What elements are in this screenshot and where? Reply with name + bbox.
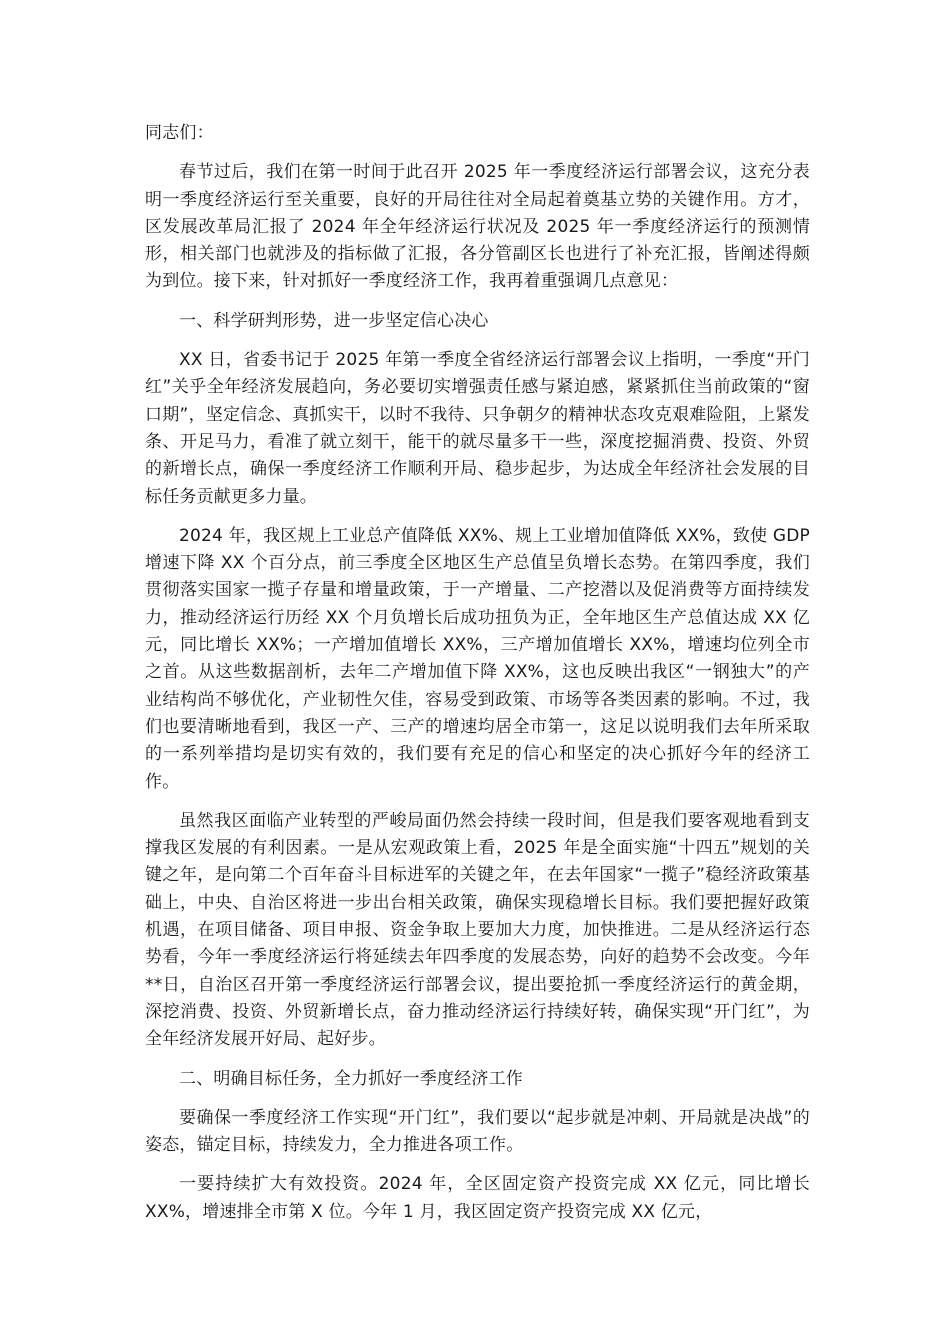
salutation: 同志们：	[145, 123, 214, 143]
paragraph-target-stance: 要确保一季度经济工作实现“开门红”，我们要以“起步就是冲刺、开局就是决战”的姿态，锚定目标，持续发力，全力推进各项工作。	[145, 1107, 810, 1156]
paragraph-investment: 一要持续扩大有效投资。2024 年，全区固定资产投资完成 XX 亿元，同比增长 XX%，增速排全市第 X 位。今年 1 月，我区固定资产投资完成 XX 亿元，	[145, 1174, 810, 1222]
paragraph-provincial-directive: XX 日，省委书记于 2025 年第一季度全省经济运行部署会议上指明，一季度“开门红”关乎全年经济发展趋向，务必要切实增强责任感与紧迫感，紧紧抓住当前政策的“窗口期”，坚定信念、真抓实干，以时不我待、只争朝夕的精神状态攻克艰难险阻，上紧发条、开足马力，看准了就立刻干，能干的就尽量多干一些，深度挖掘消费、投资、外贸的新增长点，确保一季度经济工作顺利开局、稳步起步，为达成全年经济社会发展的目标任务贡献更多力量。	[145, 350, 810, 507]
section-heading-2: 二、明确目标任务，全力抓好一季度经济工作	[179, 1068, 523, 1089]
paragraph-favorable-factors: 虽然我区面临产业转型的严峻局面仍然会持续一段时间，但是我们要客观地看到支撑我区发展的有利因素。一是从宏观政策上看，2025 年是全面实施“十四五”规划的关键之年，是向第二个百年奋斗目标进军的关键之年，在去年国家“一揽子”稳经济政策基础上，中央、自治区将进一步出台相关政策，确保实现稳增长目标。我们要把握好政策机遇，在项目储备、项目申报、资金争取上要加大力度，加快推进。二是从经济运行态势看，今年一季度经济运行将延续去年四季度的发展态势，向好的趋势不会改变。今年**日，自治区召开第一季度经济运行部署会议，提出要抢抓一季度经济运行的黄金期，深挖消费、投资、外贸新增长点，奋力推动经济运行持续好转，确保实现“开门红”，为全年经济发展开好局、起好步。	[145, 810, 810, 1050]
section-heading-1: 一、科学研判形势，进一步坚定信心决心	[179, 310, 489, 331]
paragraph-opening: 春节过后，我们在第一时间于此召开 2025 年一季度经济运行部署会议，这充分表明一季度经济运行至关重要，良好的开局往往对全局起着奠基立势的关键作用。方才，区发展改革局汇报了 2024 年全年经济运行状况及 2025 年一季度经济运行的预测情形，相关部门也就涉及的指标做了汇报，各分管副区长也进行了补充汇报，皆阐述得颇为到位。接下来，针对抓好一季度经济工作，我再着重强调几点意见：	[145, 162, 810, 292]
paragraph-2024-review: 2024 年，我区规上工业总产值降低 XX%、规上工业增加值降低 XX%，致使 GDP 增速下降 XX 个百分点，前三季度全区地区生产总值呈负增长态势。在第四季度，我们贯彻落实国家一揽子存量和增量政策，于一产增量、二产挖潜以及促消费等方面持续发力，推动经济运行历经 XX 个月负增长后成功扭负为正，全年地区生产总值达成 XX 亿元，同比增长 XX%；一产增加值增长 XX%，三产增加值增长 XX%，增速均位列全市之首。从这些数据剖析，去年二产增加值下降 XX%，这也反映出我区“一钢独大”的产业结构尚不够优化，产业韧性欠佳，容易受到政策、市场等各类因素的影响。不过，我们也要清晰地看到，我区一产、三产的增速均居全市第一，这足以说明我们去年所采取的一系列举措均是切实有效的，我们要有充足的信心和坚定的决心抓好今年的经济工作。	[145, 525, 810, 792]
document-page	[145, 120, 810, 1238]
